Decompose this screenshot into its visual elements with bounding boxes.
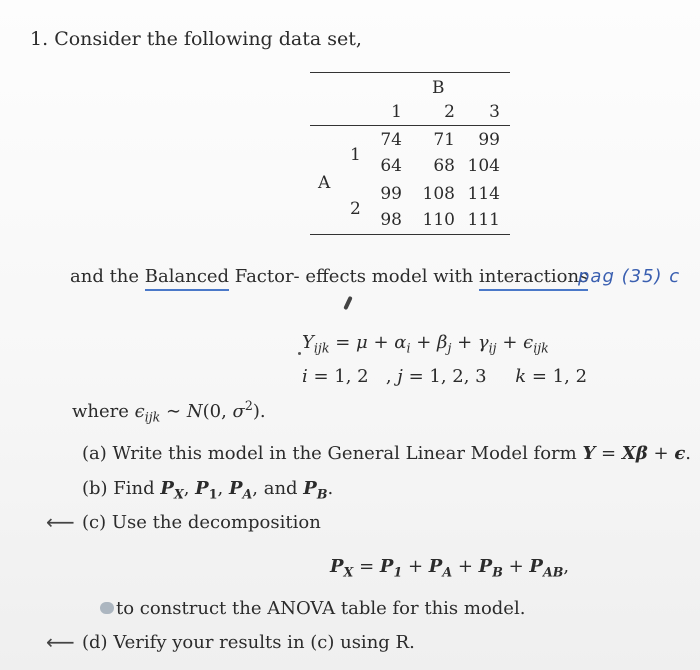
factor-a-label: A (318, 173, 331, 193)
handwritten-page-note: pag (35) c (578, 266, 681, 287)
model-middle: Factor- effects model with (229, 266, 479, 287)
table-cell: 111 (467, 210, 500, 230)
a-level-1: 1 (350, 145, 361, 165)
question-prompt: Consider the following data set, (54, 28, 362, 50)
table-cell: 99 (478, 130, 500, 150)
factor-b-label: B (432, 78, 445, 98)
table-bottom-rule (310, 234, 510, 235)
highlight-mark (100, 602, 114, 614)
part-d (82, 632, 415, 653)
part-b-label: (b) (82, 478, 108, 499)
table-cell: 108 (422, 184, 455, 204)
a-level-2: 2 (350, 199, 361, 219)
pen-dot (298, 352, 301, 355)
table-cell: 74 (380, 130, 402, 150)
table-cell: 99 (380, 184, 402, 204)
model-description (70, 266, 588, 291)
index-ranges: i = 1, 2 , j = 1, 2, 3 k = 1, 2 (302, 366, 588, 387)
part-c-text: Use the decomposition (111, 512, 321, 533)
part-d-label: (d) (82, 632, 108, 653)
part-d-text: Verify your results in (c) using R. (113, 632, 415, 653)
part-c-continuation: to construct the ANOVA table for this model. (116, 598, 526, 619)
b-level-2: 2 (444, 102, 455, 122)
part-b: (b) Find $P_X$, $P_1$, $P_A$, and $P_B$. (82, 478, 334, 502)
part-c (82, 512, 321, 533)
part-a: (a) Write this model in the General Linear Model form Y = Xβ + ϵ. (82, 443, 692, 464)
table-cell: 104 (467, 156, 500, 176)
error-distribution: where $\epsilon_{ijk}$ ∼ N(0, $\sigma^2$). (72, 398, 266, 425)
table-cell: 68 (433, 156, 455, 176)
model-prefix: and the (70, 266, 145, 287)
decomposition-equation: $P_X = P_1 + P_A + P_B + P_{AB}$, (330, 556, 570, 580)
balanced-underlined: Balanced (145, 266, 229, 291)
hand-arrow-icon: ⟵ (46, 510, 75, 534)
hand-arrow-icon: ⟵ (46, 630, 75, 654)
b-level-1: 1 (391, 102, 402, 122)
part-a-label: (a) (82, 443, 107, 464)
table-top-rule (310, 72, 510, 73)
table-cell: 64 (380, 156, 402, 176)
table-header-rule (310, 125, 510, 126)
interactions-underlined: interactions (479, 266, 588, 291)
question-heading (30, 28, 362, 50)
b-level-3: 3 (489, 102, 500, 122)
table-cell: 110 (422, 210, 455, 230)
part-c-label: (c) (82, 512, 107, 533)
table-cell: 98 (380, 210, 402, 230)
question-number: 1. (30, 28, 49, 50)
table-cell: 114 (467, 184, 500, 204)
model-equation: $Y_{ijk} = \mu + \alpha_i + \beta_j + \gamma_{ij} + \epsilon_{ijk}$ (302, 332, 549, 356)
table-cell: 71 (433, 130, 455, 150)
pen-mark (343, 296, 353, 310)
